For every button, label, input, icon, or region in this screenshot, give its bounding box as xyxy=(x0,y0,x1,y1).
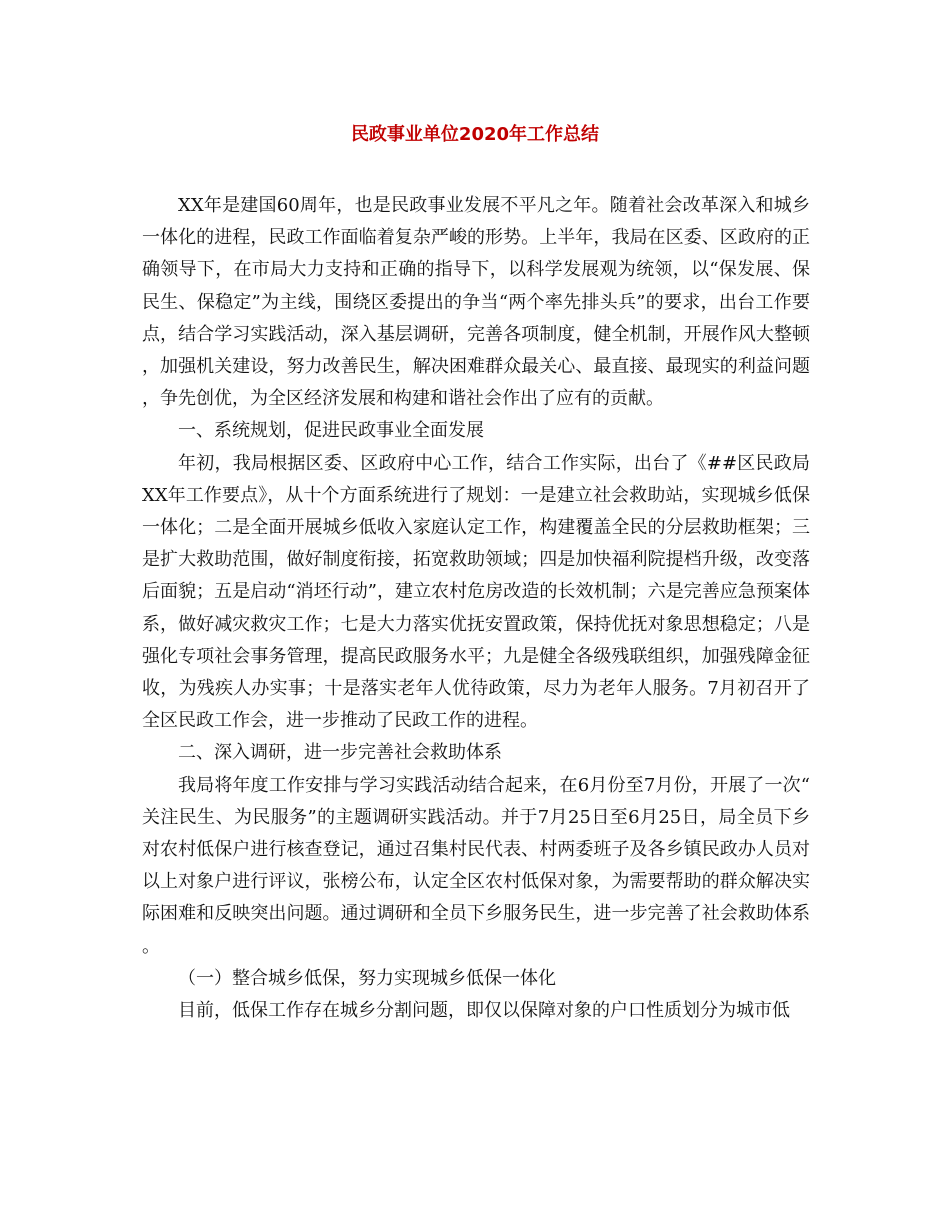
body-paragraph: XX年是建国60周年，也是民政事业发展不平凡之年。随着社会改革深入和城乡一体化的进程，民政工作面临着复杂严峻的形势。上半年，我局在区委、区政府的正确领导下，在市局大力支持和正确的指导下，以科学发展观为统领，以“保发展、保民生、保稳定”为主线，围绕区委提出的争当“两个率先排头兵”的要求，出台工作要点，结合学习实践活动，深入基层调研，完善各项制度，健全机制，开展作风大整顿，加强机关建设，努力改善民生，解决困难群众最关心、最直接、最现实的利益问题，争先创优，为全区经济发展和构建和谐社会作出了应有的贡献。 xyxy=(142,195,810,410)
body-paragraph: 我局将年度工作安排与学习实践活动结合起来，在6月份至7月份，开展了一次“关注民生、为民服务”的主题调研实践活动。并于7月25日至6月25日，局全员下乡对农村低保户进行核查登记，通过召集村民代表、村两委班子及各乡镇民政办人员对以上对象户进行评议，张榜公布，认定全区农村低保对象，为需要帮助的群众解决实际困难和反映突出问题。通过调研和全员下乡服务民生，进一步完善了社会救助体系。 xyxy=(142,774,810,957)
section-heading: 二、深入调研，进一步完善社会救助体系 xyxy=(178,742,502,764)
subsection-heading: （一）整合城乡低保，努力实现城乡低保一体化 xyxy=(178,967,556,989)
section-heading: 一、系统规划，促进民政事业全面发展 xyxy=(178,420,484,442)
body-paragraph: 目前，低保工作存在城乡分割问题，即仅以保障对象的户口性质划分为城市低 xyxy=(178,1000,790,1022)
document-title: 民政事业单位2020年工作总结 xyxy=(350,124,600,145)
body-paragraph: 年初，我局根据区委、区政府中心工作，结合工作实际，出台了《##区民政局XX年工作要点》，从十个方面系统进行了规划：一是建立社会救助站，实现城乡低保一体化；二是全面开展城乡低收入家庭认定工作，构建覆盖全民的分层救助框架；三是扩大救助范围，做好制度衔接，拓宽救助领域；四是加快福利院提档升级，改变落后面貌；五是启动“消坯行动”，建立农村危房改造的长效机制；六是完善应急预案体系，做好减灾救灾工作；七是大力落实优抚安置政策，保持优抚对象思想稳定；八是强化专项社会事务管理，提高民政服务水平；九是健全各级残联组织，加强残障金征收，为残疾人办实事；十是落实老年人优待政策，尽力为老年人服务。7月初召开了全区民政工作会，进一步推动了民政工作的进程。 xyxy=(142,452,810,732)
document-body xyxy=(142,190,810,1027)
